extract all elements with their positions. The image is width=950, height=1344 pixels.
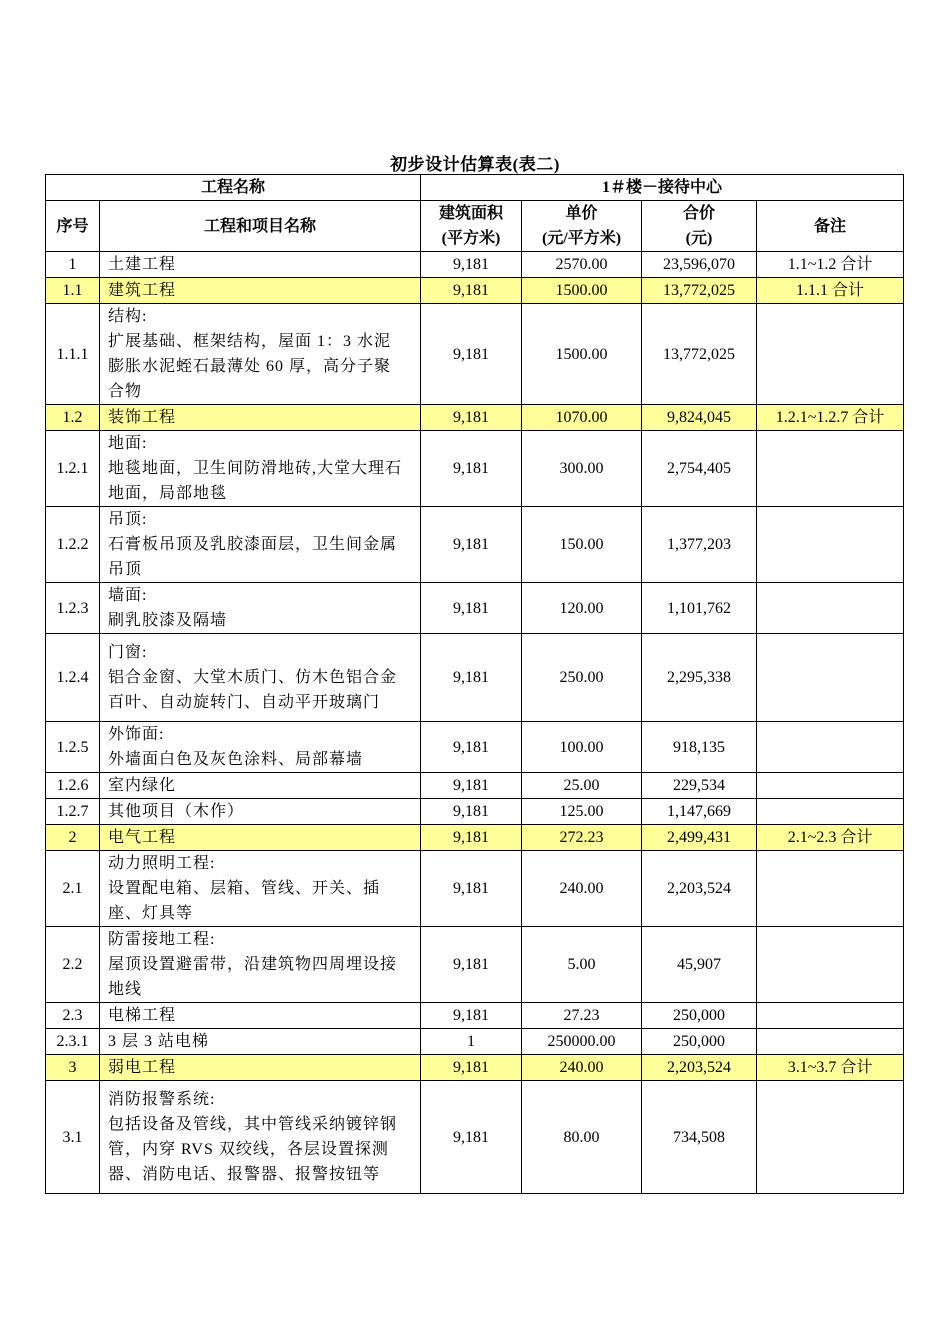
row-total: 229,534 [642, 773, 757, 799]
row-unit-price: 2570.00 [522, 252, 642, 278]
row-item-name: 建筑工程 [100, 278, 421, 304]
row-item-name [100, 851, 421, 927]
row-unit-price: 100.00 [522, 722, 642, 773]
row-note [757, 634, 904, 722]
row-unit-price: 25.00 [522, 773, 642, 799]
row-total: 2,295,338 [642, 634, 757, 722]
row-unit-price: 5.00 [522, 927, 642, 1003]
row-area: 9,181 [421, 304, 522, 405]
row-number: 1.2.1 [46, 431, 100, 507]
row-note [757, 507, 904, 583]
row-total: 734,508 [642, 1081, 757, 1194]
col-unit-header-line2: (元/平方米) [541, 230, 622, 247]
row-number: 3.1 [46, 1081, 100, 1194]
table-row [46, 304, 904, 405]
row-number: 2.3 [46, 1003, 100, 1029]
row-total: 1,101,762 [642, 583, 757, 634]
col-no-header: 序号 [46, 201, 100, 252]
table-row [46, 1003, 904, 1029]
col-name-header: 工程和项目名称 [100, 201, 421, 252]
table-row [46, 431, 904, 507]
row-item-desc-line: 外饰面: [108, 726, 165, 743]
project-row [46, 175, 904, 201]
row-note [757, 431, 904, 507]
table-body [46, 252, 904, 1194]
row-total: 1,147,669 [642, 799, 757, 825]
row-total: 45,907 [642, 927, 757, 1003]
row-unit-price: 300.00 [522, 431, 642, 507]
row-item-name [100, 634, 421, 722]
row-item-name: 弱电工程 [100, 1055, 421, 1081]
row-area: 9,181 [421, 851, 522, 927]
row-item-desc-line: 设置配电箱、层箱、管线、开关、插 [108, 880, 381, 897]
table-row [46, 851, 904, 927]
row-item-name [100, 583, 421, 634]
row-area: 9,181 [421, 634, 522, 722]
row-unit-price: 1500.00 [522, 278, 642, 304]
row-item-name [100, 304, 421, 405]
row-item-desc-line: 防雷接地工程: [108, 931, 216, 948]
row-note: 3.1~3.7 合计 [757, 1055, 904, 1081]
row-item-name: 3 层 3 站电梯 [100, 1029, 421, 1055]
table-row [46, 773, 904, 799]
row-total: 9,824,045 [642, 405, 757, 431]
estimate-table [45, 174, 904, 1194]
table-row [46, 927, 904, 1003]
row-area: 9,181 [421, 507, 522, 583]
row-note [757, 851, 904, 927]
row-item-desc-line: 膨胀水泥蛭石最薄处 60 厚，高分子聚 [108, 358, 392, 375]
col-unit-price-header [522, 201, 642, 252]
row-area: 1 [421, 1029, 522, 1055]
row-item-name [100, 722, 421, 773]
row-area: 9,181 [421, 252, 522, 278]
row-item-desc-line: 墙面: [108, 587, 148, 604]
row-area: 9,181 [421, 1055, 522, 1081]
row-total: 1,377,203 [642, 507, 757, 583]
row-item-desc-line: 消防报警系统: [108, 1091, 216, 1108]
row-item-desc-line: 扩展基础、框架结构，屋面 1：3 水泥 [108, 333, 392, 350]
page-title: 初步设计估算表(表二) [390, 155, 560, 174]
row-number: 1.1.1 [46, 304, 100, 405]
row-number: 2 [46, 825, 100, 851]
row-note: 2.1~2.3 合计 [757, 825, 904, 851]
row-number: 1 [46, 252, 100, 278]
project-value: 1＃楼－接待中心 [421, 175, 904, 201]
row-item-desc-line: 石膏板吊顶及乳胶漆面层，卫生间金属 [108, 536, 398, 553]
col-total-header-line1: 合价 [683, 205, 716, 222]
row-item-desc-line: 铝合金窗、大堂木质门、仿木色铝合金 [108, 669, 398, 686]
row-item-desc-line: 地面，局部地毯 [108, 485, 228, 502]
table-row [46, 1081, 904, 1194]
row-note [757, 773, 904, 799]
table-row [46, 252, 904, 278]
row-note [757, 722, 904, 773]
row-total: 2,499,431 [642, 825, 757, 851]
row-total: 13,772,025 [642, 278, 757, 304]
row-item-desc-line: 合物 [108, 383, 143, 400]
row-number: 1.2.3 [46, 583, 100, 634]
row-note [757, 583, 904, 634]
row-note: 1.1~1.2 合计 [757, 252, 904, 278]
row-unit-price: 272.23 [522, 825, 642, 851]
row-item-desc-line: 吊顶 [108, 561, 143, 578]
row-area: 9,181 [421, 583, 522, 634]
row-note [757, 1003, 904, 1029]
row-item-desc-line: 外墙面白色及灰色涂料、局部幕墙 [108, 751, 364, 768]
row-unit-price: 240.00 [522, 851, 642, 927]
row-item-name: 室内绿化 [100, 773, 421, 799]
row-total: 2,203,524 [642, 851, 757, 927]
row-unit-price: 240.00 [522, 1055, 642, 1081]
col-area-header-line1: 建筑面积 [439, 205, 504, 222]
column-header-row [46, 201, 904, 252]
table-row [46, 634, 904, 722]
row-number: 2.1 [46, 851, 100, 927]
row-area: 9,181 [421, 405, 522, 431]
row-area: 9,181 [421, 1003, 522, 1029]
row-item-desc-line: 器、消防电话、报警器、报警按钮等 [108, 1166, 381, 1183]
col-area-header-line2: (平方米) [441, 230, 501, 247]
row-item-desc-line: 地面: [108, 435, 148, 452]
row-note [757, 799, 904, 825]
project-label: 工程名称 [46, 175, 421, 201]
table-row [46, 507, 904, 583]
row-note: 1.2.1~1.2.7 合计 [757, 405, 904, 431]
row-note [757, 1081, 904, 1194]
row-area: 9,181 [421, 799, 522, 825]
col-note-header: 备注 [757, 201, 904, 252]
row-area: 9,181 [421, 431, 522, 507]
row-item-desc-line: 动力照明工程: [108, 855, 216, 872]
row-area: 9,181 [421, 773, 522, 799]
row-total: 250,000 [642, 1029, 757, 1055]
row-note [757, 1029, 904, 1055]
row-item-name: 电气工程 [100, 825, 421, 851]
row-total: 918,135 [642, 722, 757, 773]
row-item-desc-line: 吊顶: [108, 511, 148, 528]
row-note [757, 304, 904, 405]
row-item-desc-line: 地毯地面，卫生间防滑地砖,大堂大理石 [108, 460, 403, 477]
table-row [46, 722, 904, 773]
row-item-desc-line: 结构: [108, 308, 148, 325]
table-row [46, 278, 904, 304]
row-item-name [100, 927, 421, 1003]
row-item-name: 装饰工程 [100, 405, 421, 431]
row-unit-price: 27.23 [522, 1003, 642, 1029]
row-number: 2.2 [46, 927, 100, 1003]
row-unit-price: 250.00 [522, 634, 642, 722]
table-row [46, 825, 904, 851]
row-item-name: 电梯工程 [100, 1003, 421, 1029]
row-unit-price: 80.00 [522, 1081, 642, 1194]
row-item-name [100, 507, 421, 583]
row-unit-price: 150.00 [522, 507, 642, 583]
row-number: 1.2.4 [46, 634, 100, 722]
row-item-desc-line: 刷乳胶漆及隔墙 [108, 612, 228, 629]
row-total: 13,772,025 [642, 304, 757, 405]
row-item-name [100, 431, 421, 507]
row-item-name [100, 1081, 421, 1194]
row-item-desc-line: 屋顶设置避雷带，沿建筑物四周埋设接 [108, 956, 398, 973]
row-item-desc-line: 地线 [108, 981, 143, 998]
row-number: 1.2.5 [46, 722, 100, 773]
row-item-desc-line: 百叶、自动旋转门、自动平开玻璃门 [108, 694, 381, 711]
row-unit-price: 120.00 [522, 583, 642, 634]
table-row [46, 1029, 904, 1055]
table-row [46, 405, 904, 431]
row-number: 1.2 [46, 405, 100, 431]
row-item-desc-line: 管，内穿 RVS 双绞线，各层设置探测 [108, 1141, 389, 1158]
row-number: 1.1 [46, 278, 100, 304]
row-area: 9,181 [421, 722, 522, 773]
row-number: 1.2.2 [46, 507, 100, 583]
row-unit-price: 1500.00 [522, 304, 642, 405]
row-total: 250,000 [642, 1003, 757, 1029]
table-row [46, 1055, 904, 1081]
row-item-desc-line: 包括设备及管线，其中管线采纳镀锌钢 [108, 1116, 398, 1133]
row-note: 1.1.1 合计 [757, 278, 904, 304]
row-item-name: 土建工程 [100, 252, 421, 278]
row-item-desc-line: 座、灯具等 [108, 905, 194, 922]
row-number: 1.2.6 [46, 773, 100, 799]
row-number: 3 [46, 1055, 100, 1081]
row-item-name: 其他项目（木作） [100, 799, 421, 825]
col-total-header-line2: (元) [685, 230, 713, 247]
row-unit-price: 1070.00 [522, 405, 642, 431]
col-total-header [642, 201, 757, 252]
col-unit-header-line1: 单价 [565, 205, 598, 222]
row-unit-price: 125.00 [522, 799, 642, 825]
row-area: 9,181 [421, 1081, 522, 1194]
row-number: 2.3.1 [46, 1029, 100, 1055]
row-total: 2,203,524 [642, 1055, 757, 1081]
row-area: 9,181 [421, 927, 522, 1003]
table-row [46, 799, 904, 825]
table-row [46, 583, 904, 634]
row-total: 23,596,070 [642, 252, 757, 278]
row-total: 2,754,405 [642, 431, 757, 507]
row-number: 1.2.7 [46, 799, 100, 825]
row-unit-price: 250000.00 [522, 1029, 642, 1055]
row-area: 9,181 [421, 278, 522, 304]
row-area: 9,181 [421, 825, 522, 851]
row-note [757, 927, 904, 1003]
col-area-header [421, 201, 522, 252]
row-item-desc-line: 门窗: [108, 644, 148, 661]
